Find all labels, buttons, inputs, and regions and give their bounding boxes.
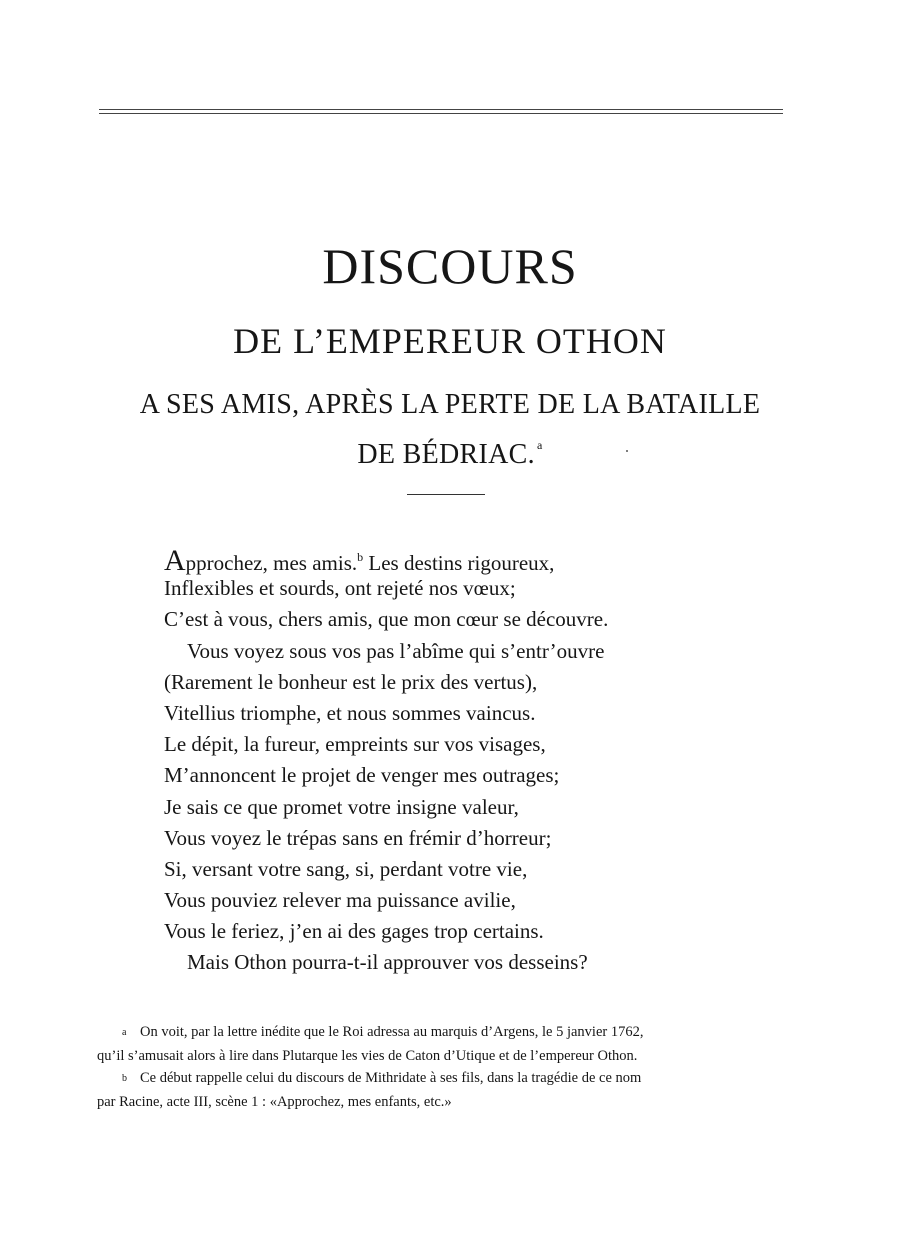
footnotes (97, 1021, 787, 1113)
ink-speck (626, 450, 628, 452)
poem-line: M’annoncent le projet de venger mes outrages; (164, 763, 560, 788)
poem-line: Le dépit, la fureur, empreints sur vos visages, (164, 732, 546, 757)
drop-cap: A (164, 544, 186, 577)
poem-line: Je sais ce que promet votre insigne valeur, (164, 794, 519, 819)
footnote-b-line-1 (97, 1067, 787, 1091)
poem-line: Vous pouviez relever ma puissance avilie, (164, 888, 516, 913)
poem-line: (Rarement le bonheur est le prix des vertus), (164, 669, 538, 694)
poem-line: Si, versant votre sang, si, perdant votre vie, (164, 856, 528, 881)
poem-line: Mais Othon pourra-t-il approuver vos desseins? (187, 950, 588, 975)
footnote-b-line-2: par Racine, acte III, scène 1 : «Approchez, mes enfants, etc.» (97, 1093, 452, 1110)
footnote-a-text-1: On voit, par la lettre inédite que le Roi adressa au marquis d’Argens, le 5 janvier 1762, (140, 1024, 644, 1040)
footnote-b-text-1: Ce début rappelle celui du discours de Mithridate à ses fils, dans la tragédie de ce nom (140, 1070, 642, 1086)
header-double-rule (99, 109, 783, 114)
poem-line: Vous le feriez, j’en ai des gages trop certains. (164, 919, 544, 944)
footnote-marker-b: b (357, 550, 364, 564)
title-line-4-text: DE BÉDRIAC. (357, 439, 535, 470)
poem-line-1-part2: Les destins rigoureux, (363, 551, 555, 575)
poem-line: C’est à vous, chers amis, que mon cœur se découvre. (164, 607, 609, 632)
poem (164, 542, 824, 979)
footnote-a-line-1 (97, 1021, 787, 1045)
title-line-3: A SES AMIS, APRÈS LA PERTE DE LA BATAILLE (139, 389, 761, 420)
footnote-marker-a: a (536, 438, 543, 452)
poem-line: Vitellius triomphe, et nous sommes vaincus. (164, 700, 536, 725)
footnote-b-marker: b (122, 1073, 127, 1084)
poem-line-1-part1: pprochez, mes amis. (185, 551, 358, 575)
footnote-a-line-2: qu’il s’amusait alors à lire dans Plutarque les vies de Caton d’Utique et de l’empereur Othon. (97, 1047, 638, 1064)
poem-line: Vous voyez le trépas sans en frémir d’horreur; (164, 825, 552, 850)
poem-line: Vous voyez sous vos pas l’abîme qui s’entr’ouvre (187, 638, 605, 663)
section-divider (407, 494, 485, 495)
poem-line-1 (164, 542, 824, 577)
footnote-a-marker: a (122, 1027, 127, 1038)
title-line-2: DE L’EMPEREUR OTHON (233, 321, 667, 361)
poem-line: Inflexibles et sourds, ont rejeté nos vœux; (164, 576, 516, 601)
title-line-1: DISCOURS (322, 238, 578, 294)
title-line-4 (0, 426, 900, 474)
